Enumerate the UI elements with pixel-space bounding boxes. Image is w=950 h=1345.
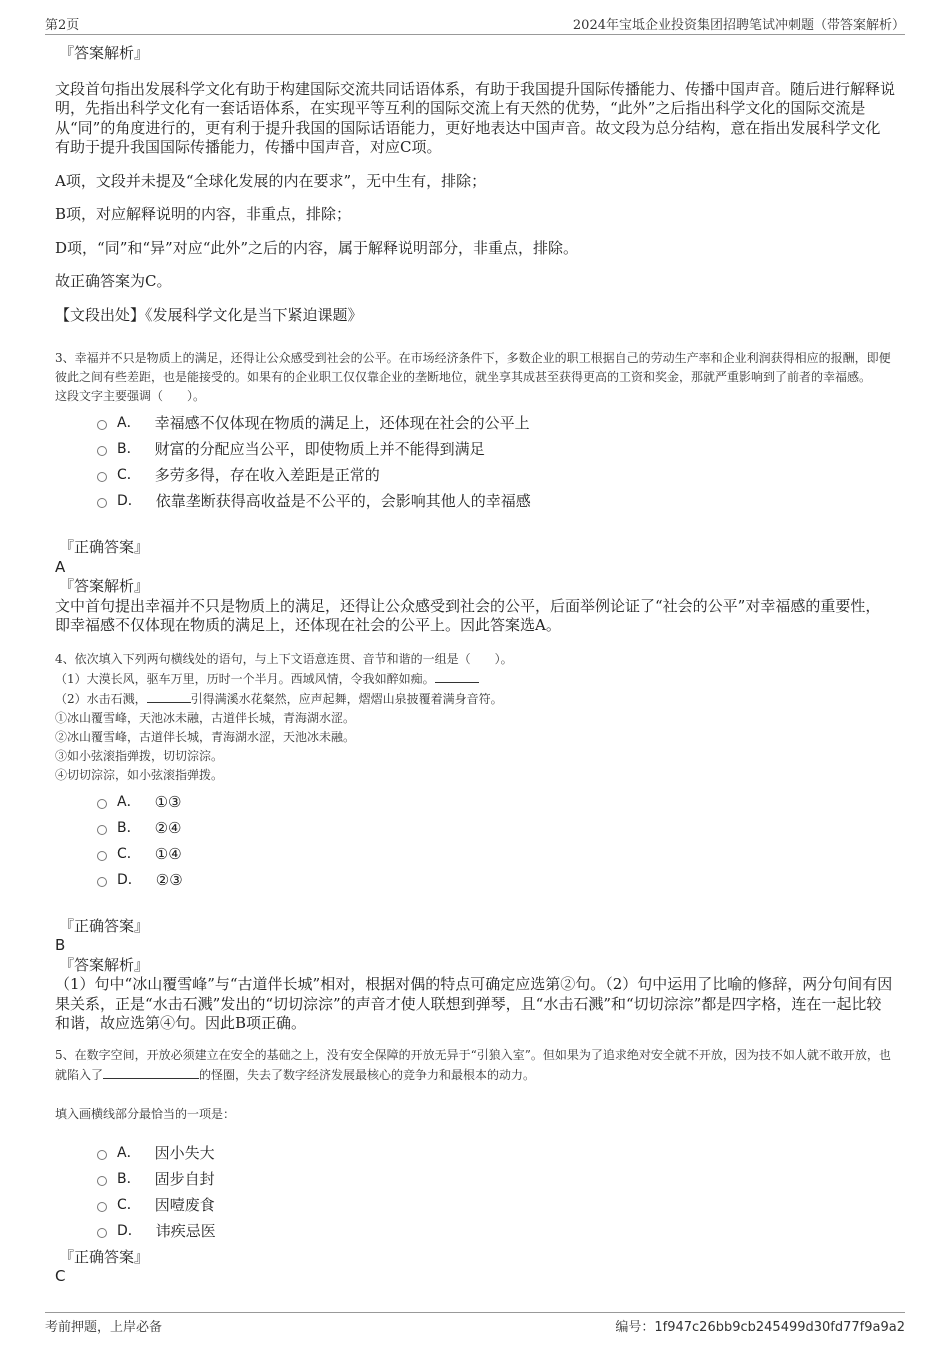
radio-button[interactable] bbox=[97, 472, 107, 482]
q4-answer-label: 『正确答案』 bbox=[59, 916, 150, 935]
q5-answer-label: 『正确答案』 bbox=[59, 1247, 150, 1266]
q5-option-b[interactable]: B． 固步自封 bbox=[97, 1166, 895, 1192]
radio-button[interactable] bbox=[97, 1202, 107, 1212]
q3-option-b[interactable]: B． 财富的分配应当公平，即使物质上并不能得到满足 bbox=[97, 436, 895, 462]
q4-analysis-label: 『答案解析』 bbox=[59, 955, 150, 974]
q4-options bbox=[97, 789, 895, 893]
q5-ask: 填入画横线部分最恰当的一项是： bbox=[55, 1106, 236, 1121]
q4-answer: B bbox=[55, 936, 66, 954]
blank-line bbox=[435, 669, 479, 683]
footer-slogan: 考前押题，上岸必备 bbox=[45, 1320, 163, 1335]
q3-options bbox=[97, 410, 895, 514]
radio-button[interactable] bbox=[97, 420, 107, 430]
document-title: 2024年宝坻企业投资集团招聘笔试冲刺题（带答案解析） bbox=[572, 18, 905, 33]
q4-item3: ③如小弦滚指弹拨，切切淙淙。 bbox=[55, 748, 224, 763]
radio-button[interactable] bbox=[97, 1150, 107, 1160]
q3-answer: A bbox=[55, 557, 66, 576]
q4-option-a[interactable]: A． ①③ bbox=[97, 789, 895, 815]
radio-button[interactable] bbox=[97, 498, 107, 508]
radio-button[interactable] bbox=[97, 1176, 107, 1186]
q5-option-d[interactable]: D． 讳疾忌医 bbox=[97, 1218, 895, 1244]
page-header bbox=[45, 14, 905, 35]
q3-analysis: 文中首句提出幸福并不只是物质上的满足，还得让公众感受到社会的公平，后面举例论证了“社会的公平”对幸福感的重要性，即幸福感不仅体现在物质的满足上，还体现在社会的公平上。因此答案选A。 bbox=[55, 596, 881, 634]
q4-line1: （1）大漠长风，驱车万里，历时一个半月。西域风情，令我如醉如痴。 bbox=[55, 669, 895, 689]
q5-answer: C bbox=[55, 1267, 66, 1285]
q2-source: 【文段出处】《发展科学文化是当下紧迫课题》 bbox=[55, 305, 363, 324]
q3-ask: 这段文字主要强调（ ）。 bbox=[55, 389, 206, 403]
q4-stem: 4、依次填入下列两句横线处的语句，与上下文语意连贯、音节和谐的一组是（ ）。 bbox=[55, 651, 513, 666]
q3-option-d[interactable]: D． 依靠垄断获得高收益是不公平的，会影响其他人的幸福感 bbox=[97, 488, 895, 514]
q2-analysis-label: 『答案解析』 bbox=[59, 44, 150, 62]
q3-analysis-label: 『答案解析』 bbox=[59, 577, 150, 595]
q3-option-a[interactable]: A． 幸福感不仅体现在物质的满足上，还体现在社会的公平上 bbox=[97, 410, 895, 436]
page-footer bbox=[45, 1312, 905, 1337]
q2-conclusion: 故正确答案为C。 bbox=[55, 272, 172, 290]
page-content bbox=[55, 44, 895, 1287]
radio-button[interactable] bbox=[97, 851, 107, 861]
q5-option-c[interactable]: C． 因噎废食 bbox=[97, 1192, 895, 1218]
q4-item1: ①冰山覆雪峰，天池冰未融，古道伴长城，青海湖水涩。 bbox=[55, 710, 356, 725]
q5-option-a[interactable]: A． 因小失大 bbox=[97, 1140, 895, 1166]
q4-item4: ④切切淙淙，如小弦滚指弹拨。 bbox=[55, 767, 224, 782]
blank-line bbox=[147, 689, 191, 703]
q2-point-d: D项，“同”和“异”对应“此外”之后的内容，属于解释说明部分，非重点，排除。 bbox=[55, 238, 579, 257]
q2-analysis-text: 文段首句指出发展科学文化有助于构建国际交流共同话语体系，有助于我国提升国际传播能力、传播中国声音。随后进行解释说明，先指出科学文化有一套话语体系，在实现平等互利的国际交流上有天然的优势，“此外”之后指出科学文化的国际交流是从“同”的角度进行的，更有利于提升我国的国际话语能力，更好地表达中国声音。故文段为总分结构，意在指出发展科学文化有助于提升我国国际传播能力，传播中国声音，对应C项。 bbox=[55, 79, 896, 156]
q2-point-b: B项，对应解释说明的内容，非重点，排除； bbox=[55, 205, 352, 223]
radio-button[interactable] bbox=[97, 799, 107, 809]
q4-analysis: （1）句中“冰山覆雪峰”与“古道伴长城”相对，根据对偶的特点可确定应选第②句。（2）句中运用了比喻的修辞，两分句间有因果关系，正是“水击石溅”发出的“切切淙淙”的声音才使人联想到弹琴，且“水击石溅”和“切切淙淙”都是四字格，连在一起比较和谐，故应选第④句。因此B项正确。 bbox=[55, 975, 893, 1032]
q4-line2: （2）水击石溅， 引得满溪水花粲然，应声起舞，熠熠山泉披覆着满身音符。 bbox=[55, 689, 895, 709]
q4-item2: ②冰山覆雪峰，古道伴长城，青海湖水涩，天池冰未融。 bbox=[55, 729, 356, 744]
q3-option-c[interactable]: C． 多劳多得，存在收入差距是正常的 bbox=[97, 462, 895, 488]
q4-option-b[interactable]: B． ②④ bbox=[97, 815, 895, 841]
blank-line bbox=[103, 1065, 199, 1079]
radio-button[interactable] bbox=[97, 1228, 107, 1238]
q4-option-c[interactable]: C． ①④ bbox=[97, 841, 895, 867]
page-number: 第2页 bbox=[45, 18, 80, 33]
document-code: 编号：1f947c26bb9cb245499d30fd77f9a9a2 bbox=[615, 1320, 905, 1335]
radio-button[interactable] bbox=[97, 825, 107, 835]
radio-button[interactable] bbox=[97, 446, 107, 456]
q5-options bbox=[97, 1140, 895, 1244]
q4-option-d[interactable]: D． ②③ bbox=[97, 867, 895, 893]
q5-stem: 5、在数字空间，开放必须建立在安全的基础之上，没有安全保障的开放无异于“引狼入室”。但如果为了追求绝对安全就不开放，因为技不如人就不敢开放，也就陷入了 的怪圈，失去了数字经济发展最核心的竞争力和最根本的动力。 bbox=[55, 1047, 891, 1082]
radio-button[interactable] bbox=[97, 877, 107, 887]
q2-point-a: A项，文段并未提及“全球化发展的内在要求”，无中生有，排除； bbox=[55, 171, 487, 190]
q3-stem: 3、幸福并不只是物质上的满足，还得让公众感受到社会的公平。在市场经济条件下，多数企业的职工根据自己的劳动生产率和企业利润获得相应的报酬，即便彼此之间有些差距，也是能接受的。如果有的企业职工仅仅靠企业的垄断地位，就坐享其成甚至获得更高的工资和奖金，那就严重影响到了前者的幸福感。 bbox=[55, 351, 891, 384]
q3-answer-label: 『正确答案』 bbox=[59, 538, 150, 556]
